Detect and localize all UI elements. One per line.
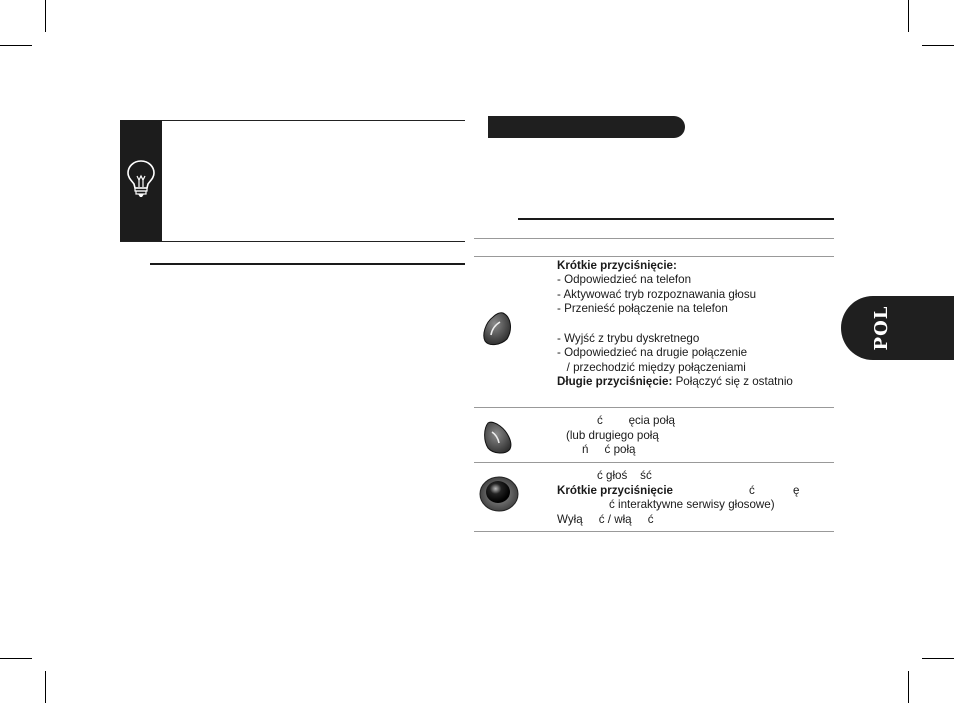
table-rule <box>474 407 834 408</box>
row1-line: - Odpowiedzieć na drugie połączenie <box>557 346 748 359</box>
row1-line: - Odpowiedzieć na telefon <box>557 273 692 286</box>
long-press-text: Połączyć się z ostatnio <box>672 375 793 388</box>
row1-line: - Aktywować tryb rozpoznawania głosu <box>557 288 757 301</box>
tip-top-rule <box>162 120 465 121</box>
row2-line: ń ć połą <box>582 443 636 456</box>
phone-hangup-key-icon <box>480 420 514 456</box>
language-tab-label: POL <box>870 305 892 351</box>
row3-line: ć interaktywne serwisy głosowe) <box>609 498 775 511</box>
phone-answer-key-icon <box>481 311 515 347</box>
row1-line: - Wyjść z trybu dyskretnego <box>557 332 700 345</box>
row1-line: - Przenieść połączenie na telefon <box>557 302 728 315</box>
crop-mark <box>922 45 954 46</box>
row2-line: (lub drugiego połą <box>566 429 659 442</box>
row3-line: Wyłą ć / włą ć <box>557 513 654 526</box>
row3-fragment: ę <box>793 484 800 497</box>
table-rule <box>474 256 834 257</box>
lightbulb-icon <box>124 158 158 198</box>
row1-long-press <box>557 375 793 389</box>
table-rule <box>474 462 834 463</box>
table-rule <box>474 238 834 239</box>
row3-line: ć głoś ść <box>597 469 652 482</box>
section-header-pill <box>488 116 685 138</box>
row2-line: ć ęcia połą <box>597 414 675 427</box>
row1-line: / przechodzić między połączeniami <box>557 361 746 374</box>
crop-mark <box>0 45 32 46</box>
row1-short-press-label: Krótkie przyciśnięcie: <box>557 259 677 272</box>
crop-mark <box>908 671 909 703</box>
crop-mark <box>922 658 954 659</box>
table-rule <box>474 531 834 532</box>
section-rule <box>150 263 465 265</box>
crop-mark <box>45 0 46 32</box>
crop-mark <box>45 671 46 703</box>
row3-short-press: Krótkie przyciśnięcie <box>557 484 673 497</box>
jog-wheel-icon <box>478 473 520 513</box>
language-tab <box>841 296 954 360</box>
crop-mark <box>908 0 909 32</box>
tip-box <box>120 120 465 242</box>
long-press-label: Długie przyciśnięcie: <box>557 375 673 388</box>
crop-mark <box>0 658 32 659</box>
table-top-rule <box>518 218 834 220</box>
row3-fragment: ć <box>749 484 755 497</box>
